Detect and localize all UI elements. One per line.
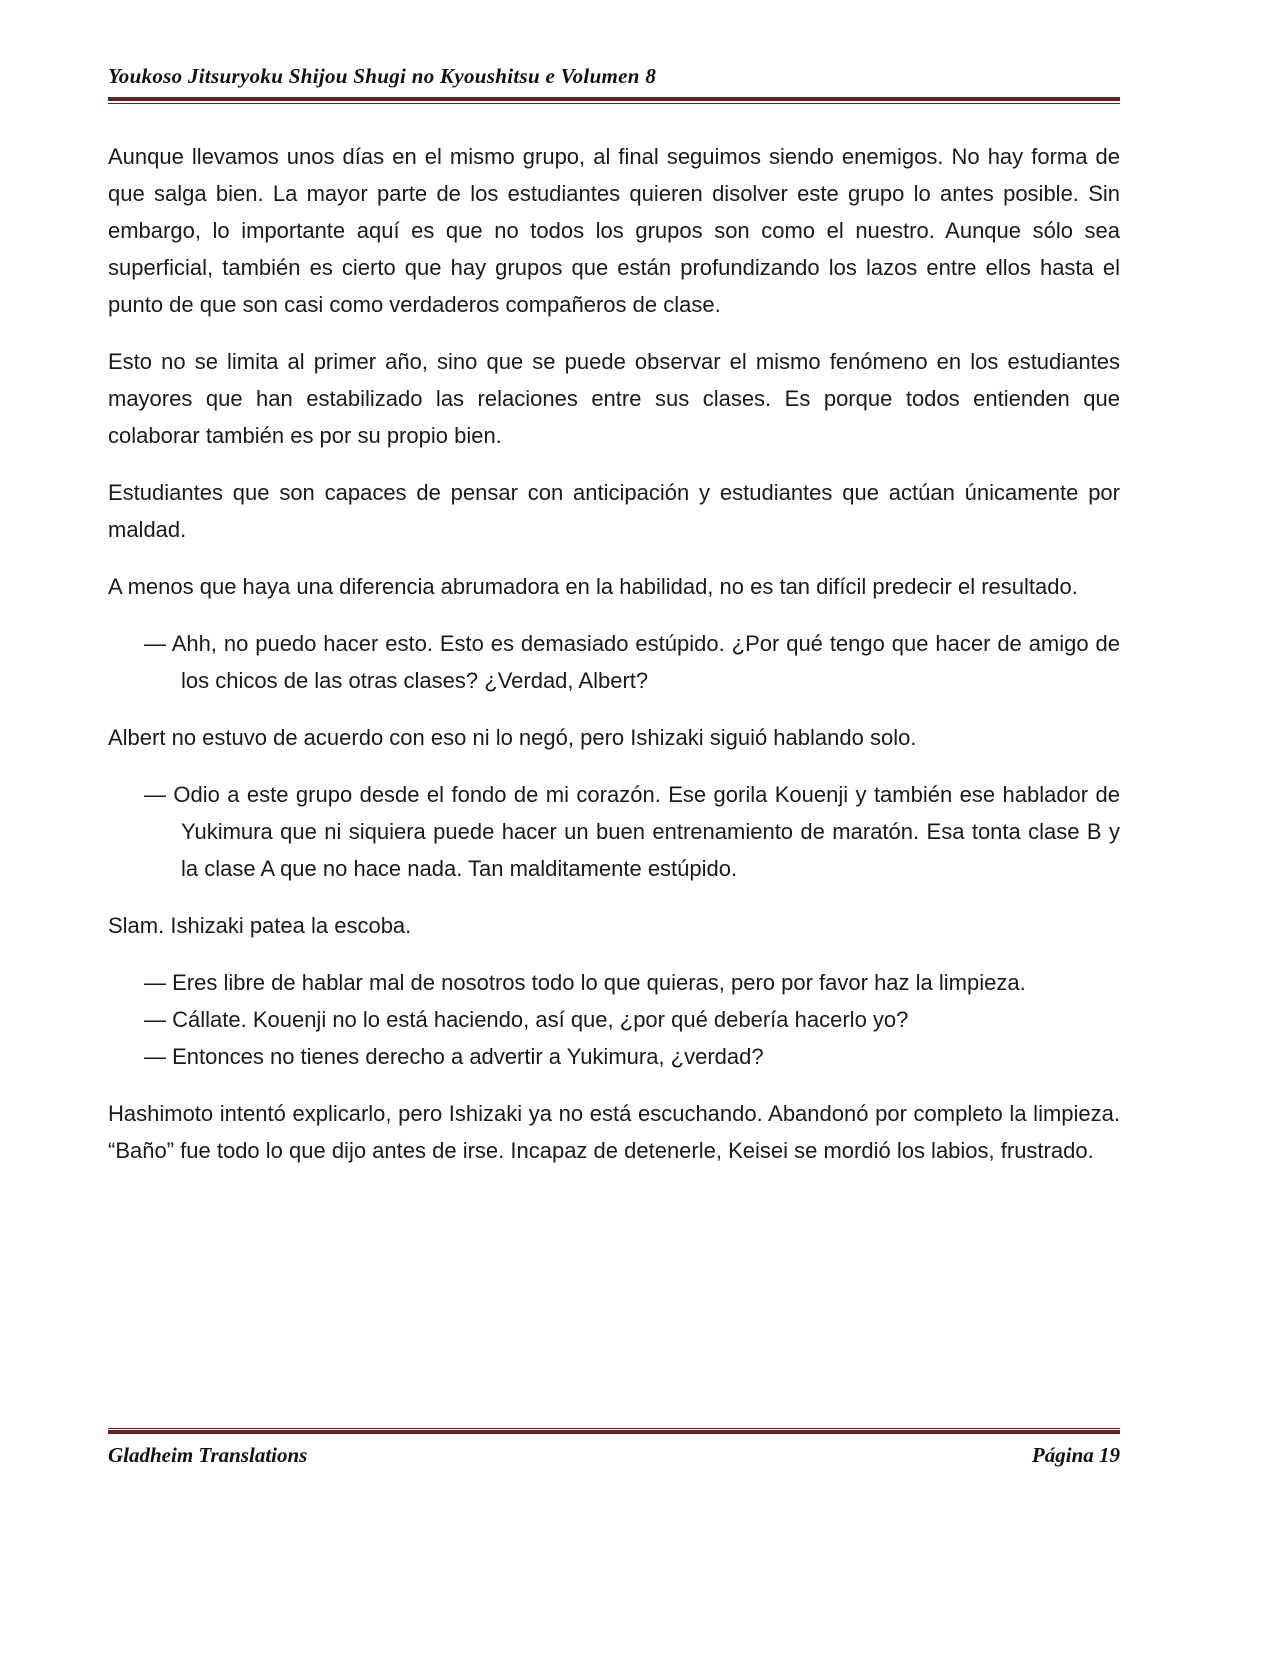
dialogue-line: — Ahh, no puedo hacer esto. Esto es demasiado estúpido. ¿Por qué tengo que hacer de amigo de los chicos de las otras clases? ¿Verdad, Albert? <box>144 631 1120 693</box>
page-header <box>108 64 1120 104</box>
dialogue-group <box>108 964 1120 1075</box>
dialogue-line: — Eres libre de hablar mal de nosotros todo lo que quieras, pero por favor haz la limpieza. <box>144 970 1026 995</box>
paragraph: Estudiantes que son capaces de pensar con anticipación y estudiantes que actúan únicamente por maldad. <box>108 480 1120 542</box>
paragraph: Esto no se limita al primer año, sino que se puede observar el mismo fenómeno en los estudiantes mayores que han estabilizado las relaciones entre sus clases. Es porque todos entienden que colaborar también es por su propio bien. <box>108 349 1120 448</box>
footer-row <box>108 1443 1120 1468</box>
page-footer <box>108 1428 1120 1468</box>
paragraph: Aunque llevamos unos días en el mismo grupo, al final seguimos siendo enemigos. No hay forma de que salga bien. La mayor parte de los estudiantes quieren disolver este grupo lo antes posible. Sin embargo, lo importante aquí es que no todos los grupos son como el nuestro. Aunque sólo sea superficial, también es cierto que hay grupos que están profundizando los lazos entre ellos hasta el punto de que son casi como verdaderos compañeros de clase. <box>108 144 1120 317</box>
page-body <box>108 138 1120 1189</box>
footer-translator: Gladheim Translations <box>108 1443 308 1467</box>
paragraph: Hashimoto intentó explicarlo, pero Ishizaki ya no está escuchando. Abandonó por completo la limpieza. “Baño” fue todo lo que dijo antes de irse. Incapaz de detenerle, Keisei se mordió los labios, frustrado. <box>108 1101 1120 1163</box>
paragraph: Slam. Ishizaki patea la escoba. <box>108 913 412 938</box>
paragraph: Albert no estuvo de acuerdo con eso ni lo negó, pero Ishizaki siguió hablando solo. <box>108 725 917 750</box>
dialogue-line: — Odio a este grupo desde el fondo de mi corazón. Ese gorila Kouenji y también ese hablador de Yukimura que ni siquiera puede hacer un buen entrenamiento de maratón. Esa tonta clase B y la clase A que no hace nada. Tan malditamente estúpido. <box>144 782 1120 881</box>
paragraph: A menos que haya una diferencia abrumadora en la habilidad, no es tan difícil predecir el resultado. <box>108 574 1078 599</box>
page-header-title: Youkoso Jitsuryoku Shijou Shugi no Kyoushitsu e Volumen 8 <box>108 64 657 88</box>
header-rule <box>108 97 1120 104</box>
dialogue-line: — Cállate. Kouenji no lo está haciendo, así que, ¿por qué debería hacerlo yo? <box>144 1007 909 1032</box>
footer-rule <box>108 1428 1120 1434</box>
footer-page-number: Página 19 <box>1031 1443 1120 1467</box>
dialogue-line: — Entonces no tienes derecho a advertir a Yukimura, ¿verdad? <box>144 1044 764 1069</box>
